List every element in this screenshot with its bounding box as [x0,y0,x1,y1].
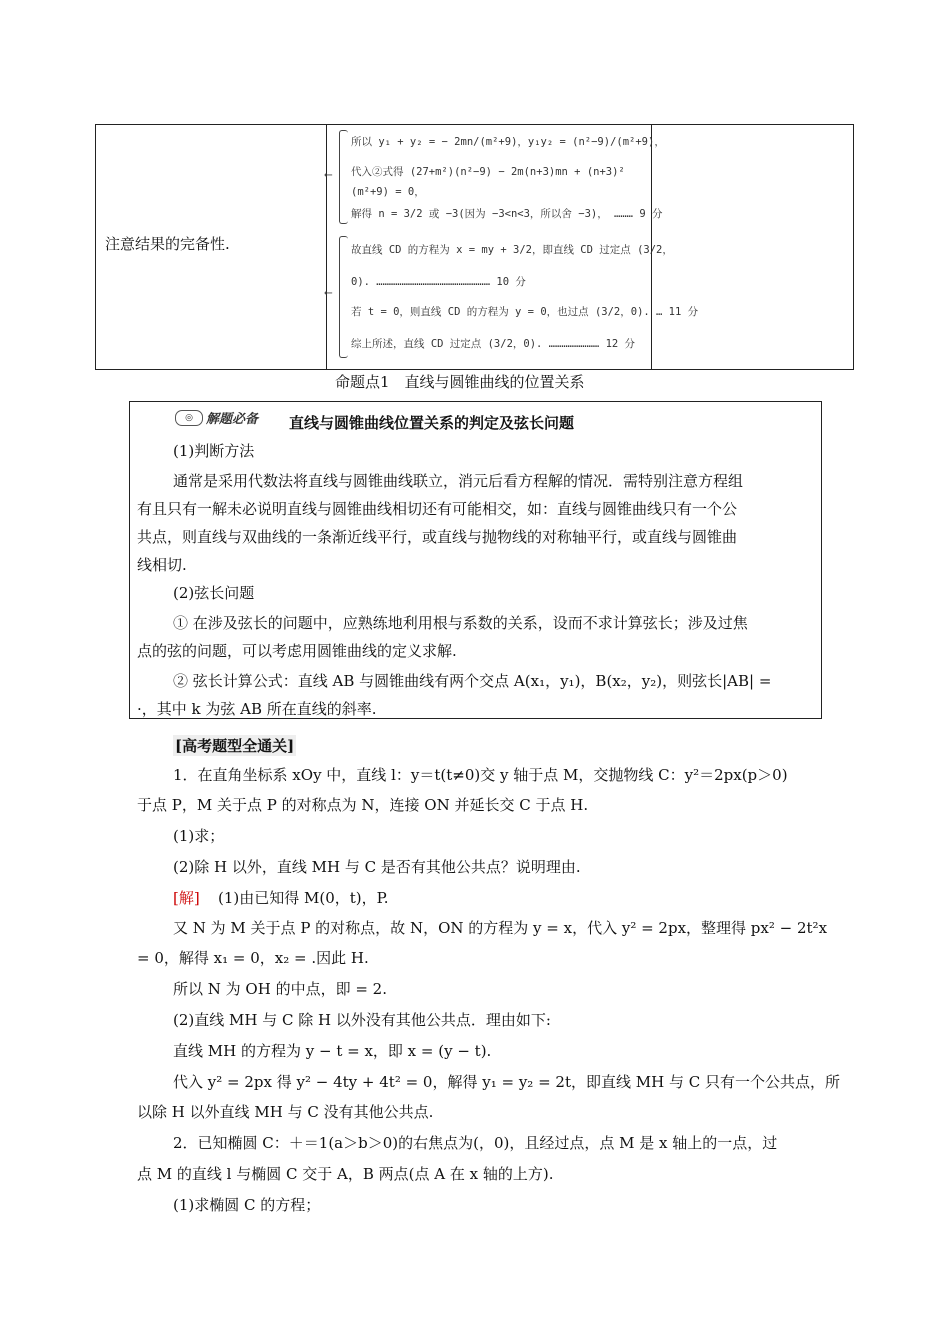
box-paragraph-line: ·，其中 k 为弦 AB 所在直线的斜率. [137,700,377,718]
solution-line: 又 N 为 M 关于点 P 的对称点，故 N，ON 的方程为 y = x，代入 y² = 2px，整理得 px² − 2t²x [173,919,828,937]
badge [175,408,258,427]
scan-line: (m²+9) = 0， [351,186,425,198]
solution-line: 所以 N 为 OH 的中点，即 = 2. [173,980,387,998]
box-paragraph-line: 点的弦的问题，可以考虑用圆锥曲线的定义求解. [137,642,457,660]
brace-1 [339,130,348,224]
box-heading-1: (1)判断方法 [173,442,255,460]
solution-line: = 0，解得 x₁ = 0，x₂ = .因此 H. [137,949,369,967]
box-paragraph-line: 通常是采用代数法将直线与圆锥曲线联立，消元后看方程解的情况．需特别注意方程组 [173,472,744,490]
solution-line: 直线 MH 的方程为 y − t = x，即 x = (y − t). [173,1042,492,1060]
scan-line: 所以 y₁ + y₂ = − 2mn/(m²+9)，y₁y₂ = (n²−9)/(m²+9)， [351,136,665,148]
table-cell-note [95,124,327,370]
brace-2 [339,236,348,358]
section-tag: [高考题型全通关] [175,737,295,755]
section-caption: 命题点1 直线与圆锥曲线的位置关系 [335,373,585,391]
scan-line: 0). ……………………………………………… 10 分 [351,276,526,288]
key-icon: ◎ [175,410,203,426]
solution-tag: [解] [173,889,200,907]
box-title: 直线与圆锥曲线位置关系的判定及弦长问题 [289,414,575,432]
table-cell-empty [651,124,854,370]
solution-line: 代入 y² = 2px 得 y² − 4ty + 4t² = 0，解得 y₁ = y₂ = 2t，即直线 MH 与 C 只有一个公共点，所 [173,1073,840,1091]
box-heading-2: (2)弦长问题 [173,584,255,602]
solution-line: (1)由已知得 M(0，t)，P. [218,889,389,907]
badge-label: 解题必备 [206,412,259,427]
left-arrow-icon: ⟵ [325,286,332,299]
solution-line: (2)直线 MH 与 C 除 H 以外没有其他公共点．理由如下: [173,1011,551,1029]
problem-1-line: 1．在直角坐标系 xOy 中，直线 l：y＝t(t≠0)交 y 轴于点 M，交抛物线 C：y²＝2px(p＞0) [173,766,788,784]
box-paragraph-line: 有且只有一解未必说明直线与圆锥曲线相切还有可能相交，如：直线与圆锥曲线只有一个公 [137,500,738,518]
scan-line: 解得 n = 3/2 或 −3(因为 −3<n<3，所以舍 −3)， ……… 9 分 [351,208,663,220]
scan-line: 综上所述，直线 CD 过定点 (3/2，0). …………………… 12 分 [351,338,636,350]
problem-2-line: 点 M 的直线 l 与椭圆 C 交于 A，B 两点(点 A 在 x 轴的上方). [137,1165,554,1183]
scanned-solution [325,126,699,364]
problem-2-part: (1)求椭圆 C 的方程； [173,1196,321,1214]
scan-line: 若 t = 0，则直线 CD 的方程为 y = 0，也过点 (3/2，0). … 11 分 [351,306,699,318]
scan-line: 代入②式得 (27+m²)(n²−9) − 2m(n+3)mn + (n+3)² [351,166,625,178]
problem-1-line: 于点 P，M 关于点 P 的对称点为 N，连接 ON 并延长交 C 于点 H. [137,796,589,814]
left-arrow-icon: ⟵ [325,168,332,181]
solution-line: 以除 H 以外直线 MH 与 C 没有其他公共点. [137,1103,434,1121]
box-paragraph-line: ① 在涉及弦长的问题中，应熟练地利用根与系数的关系，设而不求计算弦长；涉及过焦 [173,614,748,632]
note-text: 注意结果的完备性. [105,235,230,253]
box-paragraph-line: ② 弦长计算公式：直线 AB 与圆锥曲线有两个交点 A(x₁，y₁)，B(x₂，y₂)，则弦长|AB| = [173,672,772,690]
scan-line: 故直线 CD 的方程为 x = my + 3/2，即直线 CD 过定点 (3/2， [351,244,673,256]
box-paragraph-line: 共点，则直线与双曲线的一条渐近线平行，或直线与抛物线的对称轴平行，或直线与圆锥曲 [137,528,738,546]
solution-table [95,124,854,370]
box-paragraph-line: 线相切. [137,556,187,574]
problem-1-part: (2)除 H 以外，直线 MH 与 C 是否有其他公共点？说明理由. [173,858,581,876]
problem-1-part: (1)求； [173,827,225,845]
problem-2-line: 2．已知椭圆 C：＋＝1(a＞b＞0)的右焦点为(，0)，且经过点，点 M 是 x 轴上的一点，过 [173,1134,778,1152]
